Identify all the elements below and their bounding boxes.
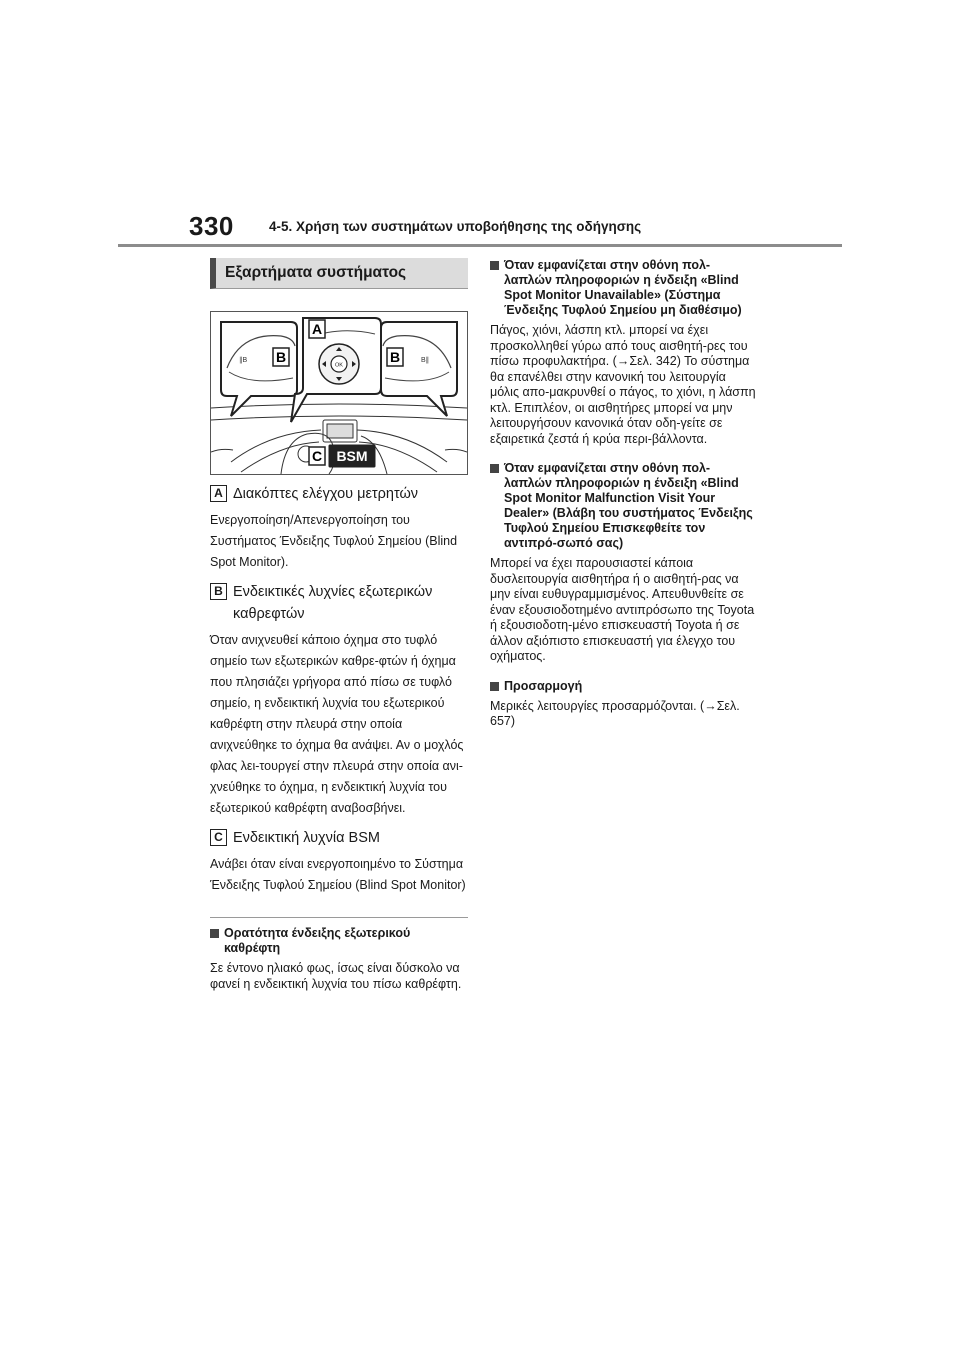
malfunction-title: Όταν εμφανίζεται στην οθόνη πολ-λαπλών πληροφοριών η ένδειξη «Blind Spot Monitor Malfunction Visit Your Dealer» (Βλάβη του συστήματος Ένδειξης Τυφλού Σημείου Επισκεφθείτε τον αντιπρό-σωπό σας): [504, 461, 753, 550]
left-column: [210, 258, 468, 992]
note-heading: [210, 926, 468, 956]
chapter-title: 4-5. Χρήση των συστημάτων υποβοήθησης της οδήγησης: [269, 219, 642, 234]
figure-label-c: C: [311, 448, 323, 464]
figure-label-b-right: B: [389, 349, 401, 365]
unavailable-block: [490, 258, 756, 447]
item-b-heading: [210, 581, 468, 625]
dashboard-figure: [210, 311, 468, 475]
square-bullet-icon: [490, 682, 499, 691]
malfunction-block: [490, 461, 756, 665]
item-a-letter: A: [210, 485, 227, 502]
item-b-title: Ενδεικτικές λυχνίες εξωτερικών καθρεφτών: [233, 584, 433, 622]
note-separator: [210, 917, 468, 918]
customization-block: [490, 679, 756, 730]
bsm-indicator: [329, 445, 375, 467]
customization-title: Προσαρμογή: [504, 678, 583, 693]
item-b-letter: B: [210, 583, 227, 600]
unavailable-title: Όταν εμφανίζεται στην οθόνη πολ-λαπλών πληροφοριών η ένδειξη «Blind Spot Monitor Unavailable» (Σύστημα Ένδειξης Τυφλού Σημείου μη διαθέσιμο): [504, 258, 742, 317]
item-c-letter: C: [210, 829, 227, 846]
item-a-title: Διακόπτες ελέγχου μετρητών: [233, 486, 419, 502]
square-bullet-icon: [490, 261, 499, 270]
section-title: Εξαρτήματα συστήματος: [210, 258, 468, 289]
item-c-body: Ανάβει όταν είναι ενεργοποιημένο το Σύστημα Ένδειξης Τυφλού Σημείου (Blind Spot Monitor): [210, 857, 466, 892]
page-number: 330: [189, 211, 234, 241]
item-a-heading: [210, 483, 468, 505]
svg-text:B∥: B∥: [421, 357, 430, 364]
item-c-title: Ενδεικτική λυχνία BSM: [233, 830, 380, 846]
customization-heading: [490, 679, 756, 694]
figure-label-b-left: B: [275, 349, 287, 365]
right-column: [490, 258, 756, 744]
malfunction-body: Μπορεί να έχει παρουσιαστεί κάποια δυσλειτουργία αισθητήρα ή ο αισθητή-ρας να μην είναι ευθυγραμμισμένος. Απευθυνθείτε σε έναν εξουσιοδοτημένο αντιπρόσωπο της Toyota ή εξουσιοδοτη-μένο επισκευαστή Toyota ή σε άλλον αξιόπιστο επισκευαστή για έλεγχο του οχήματος.: [490, 556, 755, 663]
unavailable-body: Πάγος, χιόνι, λάσπη κτλ. μπορεί να έχει προσκολληθεί γύρω από τους αισθητή-ρες του πίσω προφυλακτήρα. (→Σελ. 342) Το σύστημα θα επανέλθει στην κανονική του λειτουργία μόλις απο-μακρυνθεί ο πάγος, το χιόνι, η λάσπη κτλ. Επιπλέον, οι αισθητήρες μπορεί να μην λειτουργήσουν κανονικά όταν οδη-γείτε σε εξαιρετικά ζεστά ή κρύα περι-βάλλοντα.: [490, 323, 756, 446]
dashboard-illustration: [211, 312, 467, 474]
left-mirror-callout: [221, 322, 297, 416]
ok-button-label: OK: [335, 362, 343, 369]
note-title: Ορατότητα ένδειξης εξωτερικού καθρέφτη: [224, 926, 411, 955]
switch-callout: [291, 318, 381, 422]
bsm-indicator-label: BSM: [336, 448, 368, 464]
square-bullet-icon: [210, 929, 219, 938]
square-bullet-icon: [490, 464, 499, 473]
item-a-body: Ενεργοποίηση/Απενεργοποίηση του Συστήματος Ένδειξης Τυφλού Σημείου (Blind Spot Monitor).: [210, 513, 458, 569]
item-b-body: Όταν ανιχνευθεί κάποιο όχημα στο τυφλό σημείο των εξωτερικών καθρε-φτών ή όχημα που πλησιάζει γρήγορα από πίσω σε τυφλό σημείο, η ενδεικτική λυχνία του εξωτερικού καθρέφτη στην πλευρά στην οποία ανιχνεύθηκε το όχημα θα ανάψει. Αν ο μοχλός φλας λει-τουργεί στην πλευρά στην οποία ανι-χνεύθηκε το όχημα, η ενδεικτική λυχνία του εξωτερικού καθρέφτη αναβοσβήνει.: [210, 633, 464, 815]
right-mirror-callout: [381, 322, 457, 416]
malfunction-heading: [490, 461, 756, 551]
header-rule: [118, 244, 842, 247]
figure-label-a: A: [311, 321, 323, 337]
svg-text:∥B: ∥B: [239, 357, 248, 364]
unavailable-heading: [490, 258, 756, 318]
item-c-heading: [210, 827, 468, 849]
customization-body: Μερικές λειτουργίες προσαρμόζονται. (→Σελ. 657): [490, 698, 740, 728]
note-body: Σε έντονο ηλιακό φως, ίσως είναι δύσκολο να φανεί η ενδεικτική λυχνία του πίσω καθρέφτη.: [210, 961, 462, 991]
